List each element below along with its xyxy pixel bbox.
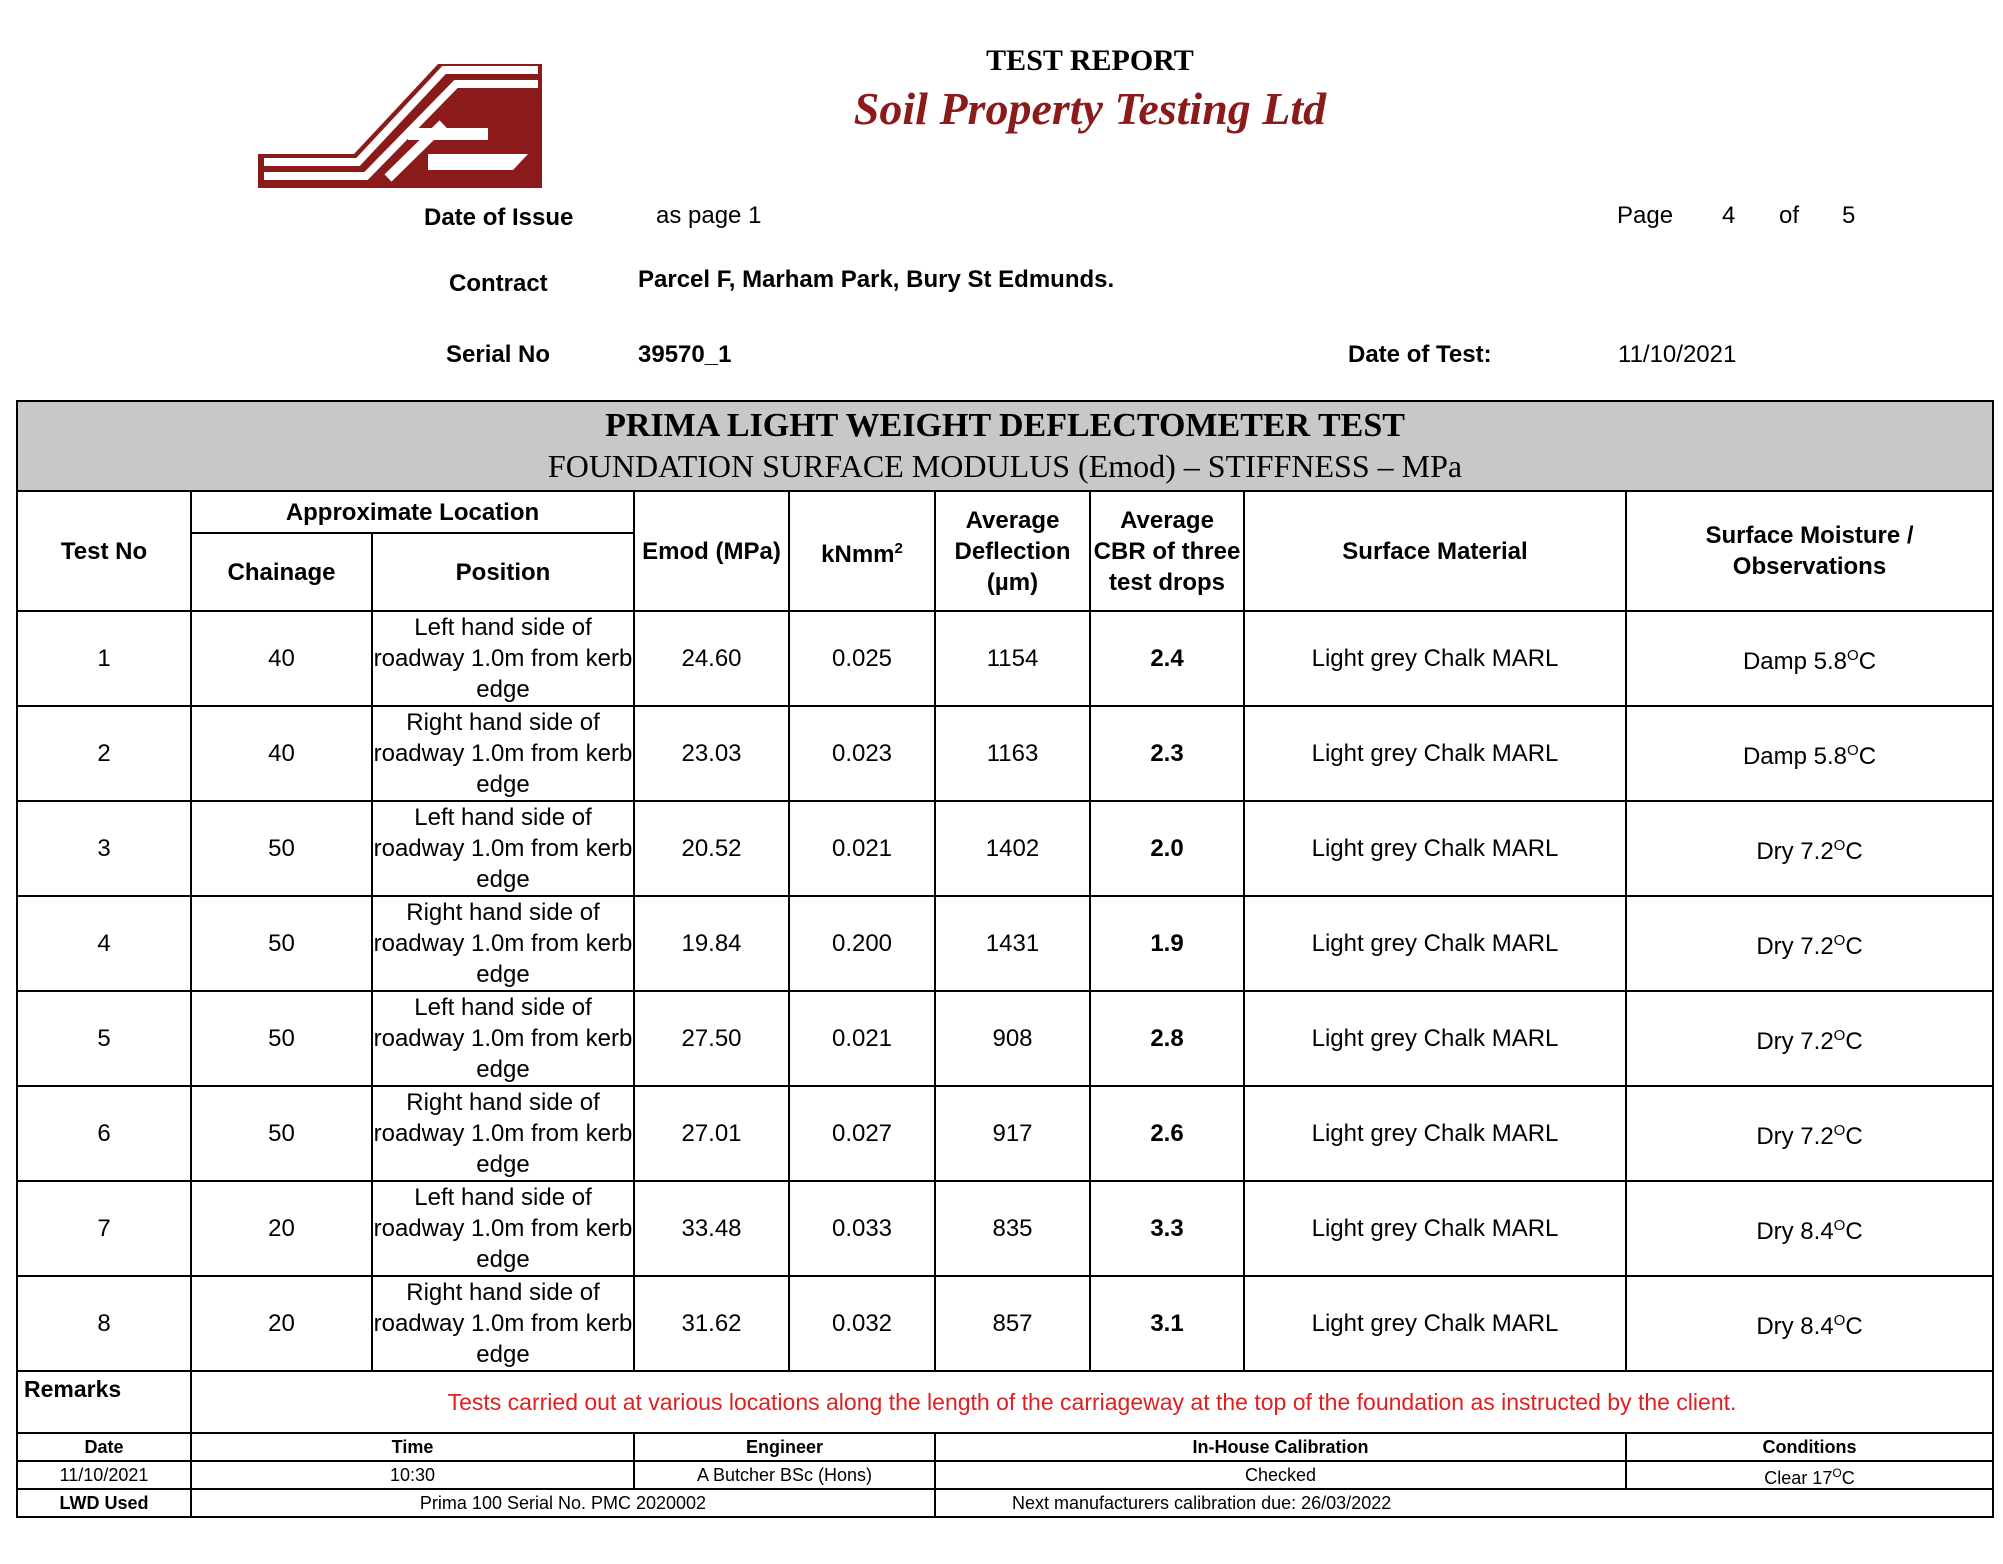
footer-lwd-row <box>17 1489 1993 1517</box>
cell-emod: 31.62 <box>634 1276 789 1371</box>
footer-values-row <box>17 1461 1993 1489</box>
cell-knmm: 0.200 <box>789 896 935 991</box>
cell-chainage: 40 <box>191 611 372 706</box>
company-name: Soil Property Testing Ltd <box>853 83 1327 134</box>
cell-moisture <box>1626 801 1993 896</box>
date-of-test-label: Date of Test: <box>1348 341 1492 368</box>
cell-cbr: 2.8 <box>1090 991 1244 1086</box>
cell-chainage: 50 <box>191 801 372 896</box>
moisture-text: Dry 7.2 <box>1756 1123 1834 1150</box>
footer-lwd-value: Prima 100 Serial No. PMC 2020002 <box>191 1489 935 1517</box>
temp-unit: C <box>1858 648 1877 675</box>
temp-unit: C <box>1845 1313 1863 1340</box>
cell-test-no: 8 <box>17 1276 191 1371</box>
serial-label: Serial No <box>446 341 551 368</box>
cell-position: Left hand side of roadway 1.0m from kerb edge <box>372 1181 634 1276</box>
moisture-text: Dry 8.4 <box>1756 1313 1834 1340</box>
table-banner <box>17 401 1993 491</box>
cell-emod: 20.52 <box>634 801 789 896</box>
cell-knmm: 0.033 <box>789 1181 935 1276</box>
cell-material: Light grey Chalk MARL <box>1244 1181 1626 1276</box>
cell-knmm: 0.027 <box>789 1086 935 1181</box>
header-approx-location: Approximate Location <box>191 491 634 533</box>
cell-deflection: 1154 <box>935 611 1090 706</box>
footer-next-calibration: Next manufacturers calibration due: 26/03/2022 <box>935 1489 1993 1517</box>
cell-deflection: 1163 <box>935 706 1090 801</box>
table-row <box>17 1181 1993 1276</box>
degree-symbol: O <box>1847 742 1859 759</box>
remarks-text: Tests carried out at various locations along the length of the carriageway at the top of the foundation as instructed by the client. <box>191 1371 1993 1433</box>
moisture-text: Dry 8.4 <box>1756 1218 1834 1245</box>
table-row <box>17 1086 1993 1181</box>
footer-time-label: Time <box>191 1433 634 1461</box>
table-row <box>17 801 1993 896</box>
cell-cbr: 1.9 <box>1090 896 1244 991</box>
header-chainage: Chainage <box>191 533 372 611</box>
temp-unit: C <box>1845 1123 1863 1150</box>
header-surface-material: Surface Material <box>1244 491 1626 611</box>
header-knmm-sup: 2 <box>894 539 903 557</box>
cell-knmm: 0.025 <box>789 611 935 706</box>
table-subtitle: FOUNDATION SURFACE MODULUS (Emod) – STIFFNESS – MPa <box>547 448 1463 484</box>
degree-symbol: O <box>1833 837 1846 854</box>
cell-material: Light grey Chalk MARL <box>1244 706 1626 801</box>
degree-symbol: O <box>1832 1465 1842 1480</box>
cell-cbr: 3.3 <box>1090 1181 1244 1276</box>
cell-knmm: 0.021 <box>789 801 935 896</box>
temp-unit: C <box>1845 1028 1863 1055</box>
header-avg-deflection: Average Deflection (µm) <box>935 491 1090 611</box>
cell-moisture <box>1626 611 1993 706</box>
degree-symbol: O <box>1833 1217 1846 1234</box>
header-knmm <box>789 491 935 611</box>
footer-conditions <box>1626 1461 1993 1489</box>
cell-moisture <box>1626 991 1993 1086</box>
page-label: Page <box>1617 202 1674 229</box>
conditions-text: Clear 17 <box>1764 1467 1833 1488</box>
cell-position: Right hand side of roadway 1.0m from kerb edge <box>372 896 634 991</box>
cell-position: Right hand side of roadway 1.0m from kerb edge <box>372 1086 634 1181</box>
table-row <box>17 706 1993 801</box>
page-number: 4 <box>1722 202 1736 229</box>
moisture-text: Dry 7.2 <box>1756 933 1834 960</box>
header-knmm-text: kNmm <box>821 540 895 568</box>
cell-moisture <box>1626 1181 1993 1276</box>
cell-material: Light grey Chalk MARL <box>1244 896 1626 991</box>
temp-unit: C <box>1858 743 1877 770</box>
cell-emod: 33.48 <box>634 1181 789 1276</box>
cell-emod: 23.03 <box>634 706 789 801</box>
cell-moisture <box>1626 706 1993 801</box>
table-row <box>17 1276 1993 1371</box>
header-emod: Emod (MPa) <box>634 491 789 611</box>
company-logo <box>258 58 542 194</box>
cell-position: Left hand side of roadway 1.0m from kerb edge <box>372 611 634 706</box>
cell-cbr: 2.0 <box>1090 801 1244 896</box>
cell-deflection: 835 <box>935 1181 1090 1276</box>
temp-unit: C <box>1845 838 1863 865</box>
cell-material: Light grey Chalk MARL <box>1244 1086 1626 1181</box>
cell-knmm: 0.021 <box>789 991 935 1086</box>
table-row <box>17 991 1993 1086</box>
cell-deflection: 857 <box>935 1276 1090 1371</box>
cell-test-no: 2 <box>17 706 191 801</box>
table-row <box>17 611 1993 706</box>
footer-engineer: A Butcher BSc (Hons) <box>634 1461 935 1489</box>
cell-test-no: 3 <box>17 801 191 896</box>
cell-chainage: 20 <box>191 1181 372 1276</box>
date-of-issue-value: as page 1 <box>656 202 762 229</box>
report-title: TEST REPORT <box>986 44 1194 77</box>
header-test-no: Test No <box>17 491 191 611</box>
moisture-text: Damp 5.8 <box>1742 743 1848 770</box>
cell-emod: 24.60 <box>634 611 789 706</box>
header-surface-moisture: Surface Moisture / Observations <box>1626 491 1993 611</box>
cell-deflection: 908 <box>935 991 1090 1086</box>
cell-position: Right hand side of roadway 1.0m from kerb edge <box>372 706 634 801</box>
cell-cbr: 3.1 <box>1090 1276 1244 1371</box>
cell-test-no: 5 <box>17 991 191 1086</box>
cell-position: Left hand side of roadway 1.0m from kerb edge <box>372 991 634 1086</box>
degree-symbol: O <box>1833 932 1846 949</box>
cell-moisture <box>1626 1276 1993 1371</box>
moisture-text: Damp 5.8 <box>1742 648 1848 675</box>
degree-symbol: O <box>1847 647 1859 664</box>
cell-material: Light grey Chalk MARL <box>1244 611 1626 706</box>
cell-chainage: 50 <box>191 1086 372 1181</box>
cell-knmm: 0.023 <box>789 706 935 801</box>
contract-label: Contract <box>449 270 548 297</box>
contract-value: Parcel F, Marham Park, Bury St Edmunds. <box>638 266 1115 293</box>
lwd-results-table <box>16 400 1994 1518</box>
temp-unit: C <box>1845 933 1863 960</box>
footer-time: 10:30 <box>191 1461 634 1489</box>
degree-symbol: O <box>1833 1122 1846 1139</box>
date-of-test-value: 11/10/2021 <box>1618 341 1737 368</box>
cell-chainage: 20 <box>191 1276 372 1371</box>
cell-moisture <box>1626 1086 1993 1181</box>
cell-cbr: 2.4 <box>1090 611 1244 706</box>
cell-emod: 27.01 <box>634 1086 789 1181</box>
cell-test-no: 7 <box>17 1181 191 1276</box>
page-of-label: of <box>1779 202 1800 229</box>
cell-material: Light grey Chalk MARL <box>1244 801 1626 896</box>
footer-calibration-label: In-House Calibration <box>935 1433 1626 1461</box>
footer-conditions-label: Conditions <box>1626 1433 1993 1461</box>
moisture-text: Dry 7.2 <box>1756 838 1834 865</box>
degree-symbol: O <box>1833 1312 1846 1329</box>
header-position: Position <box>372 533 634 611</box>
cell-test-no: 1 <box>17 611 191 706</box>
footer-lwd-label: LWD Used <box>17 1489 191 1517</box>
cell-emod: 27.50 <box>634 991 789 1086</box>
cell-position: Left hand side of roadway 1.0m from kerb edge <box>372 801 634 896</box>
footer-engineer-label: Engineer <box>634 1433 935 1461</box>
footer-date: 11/10/2021 <box>17 1461 191 1489</box>
cell-deflection: 917 <box>935 1086 1090 1181</box>
cell-cbr: 2.3 <box>1090 706 1244 801</box>
footer-calibration: Checked <box>935 1461 1626 1489</box>
cell-chainage: 50 <box>191 896 372 991</box>
footer-header-row <box>17 1433 1993 1461</box>
date-of-issue-label: Date of Issue <box>424 204 574 231</box>
cell-material: Light grey Chalk MARL <box>1244 1276 1626 1371</box>
moisture-text: Dry 7.2 <box>1756 1028 1834 1055</box>
footer-date-label: Date <box>17 1433 191 1461</box>
cell-chainage: 40 <box>191 706 372 801</box>
cell-knmm: 0.032 <box>789 1276 935 1371</box>
remarks-row <box>17 1371 1993 1433</box>
table-row <box>17 896 1993 991</box>
cell-chainage: 50 <box>191 991 372 1086</box>
cell-test-no: 6 <box>17 1086 191 1181</box>
page-total: 5 <box>1842 202 1856 229</box>
cell-deflection: 1431 <box>935 896 1090 991</box>
temp-unit: C <box>1845 1218 1863 1245</box>
cell-position: Right hand side of roadway 1.0m from kerb edge <box>372 1276 634 1371</box>
remarks-label: Remarks <box>17 1371 191 1433</box>
cell-test-no: 4 <box>17 896 191 991</box>
temp-unit: C <box>1841 1467 1855 1488</box>
table-title: PRIMA LIGHT WEIGHT DEFLECTOMETER TEST <box>605 407 1405 444</box>
cell-material: Light grey Chalk MARL <box>1244 991 1626 1086</box>
serial-value: 39570_1 <box>638 341 732 368</box>
cell-moisture <box>1626 896 1993 991</box>
degree-symbol: O <box>1833 1027 1846 1044</box>
header-avg-cbr: Average CBR of three test drops <box>1090 491 1244 611</box>
cell-cbr: 2.6 <box>1090 1086 1244 1181</box>
cell-emod: 19.84 <box>634 896 789 991</box>
cell-deflection: 1402 <box>935 801 1090 896</box>
